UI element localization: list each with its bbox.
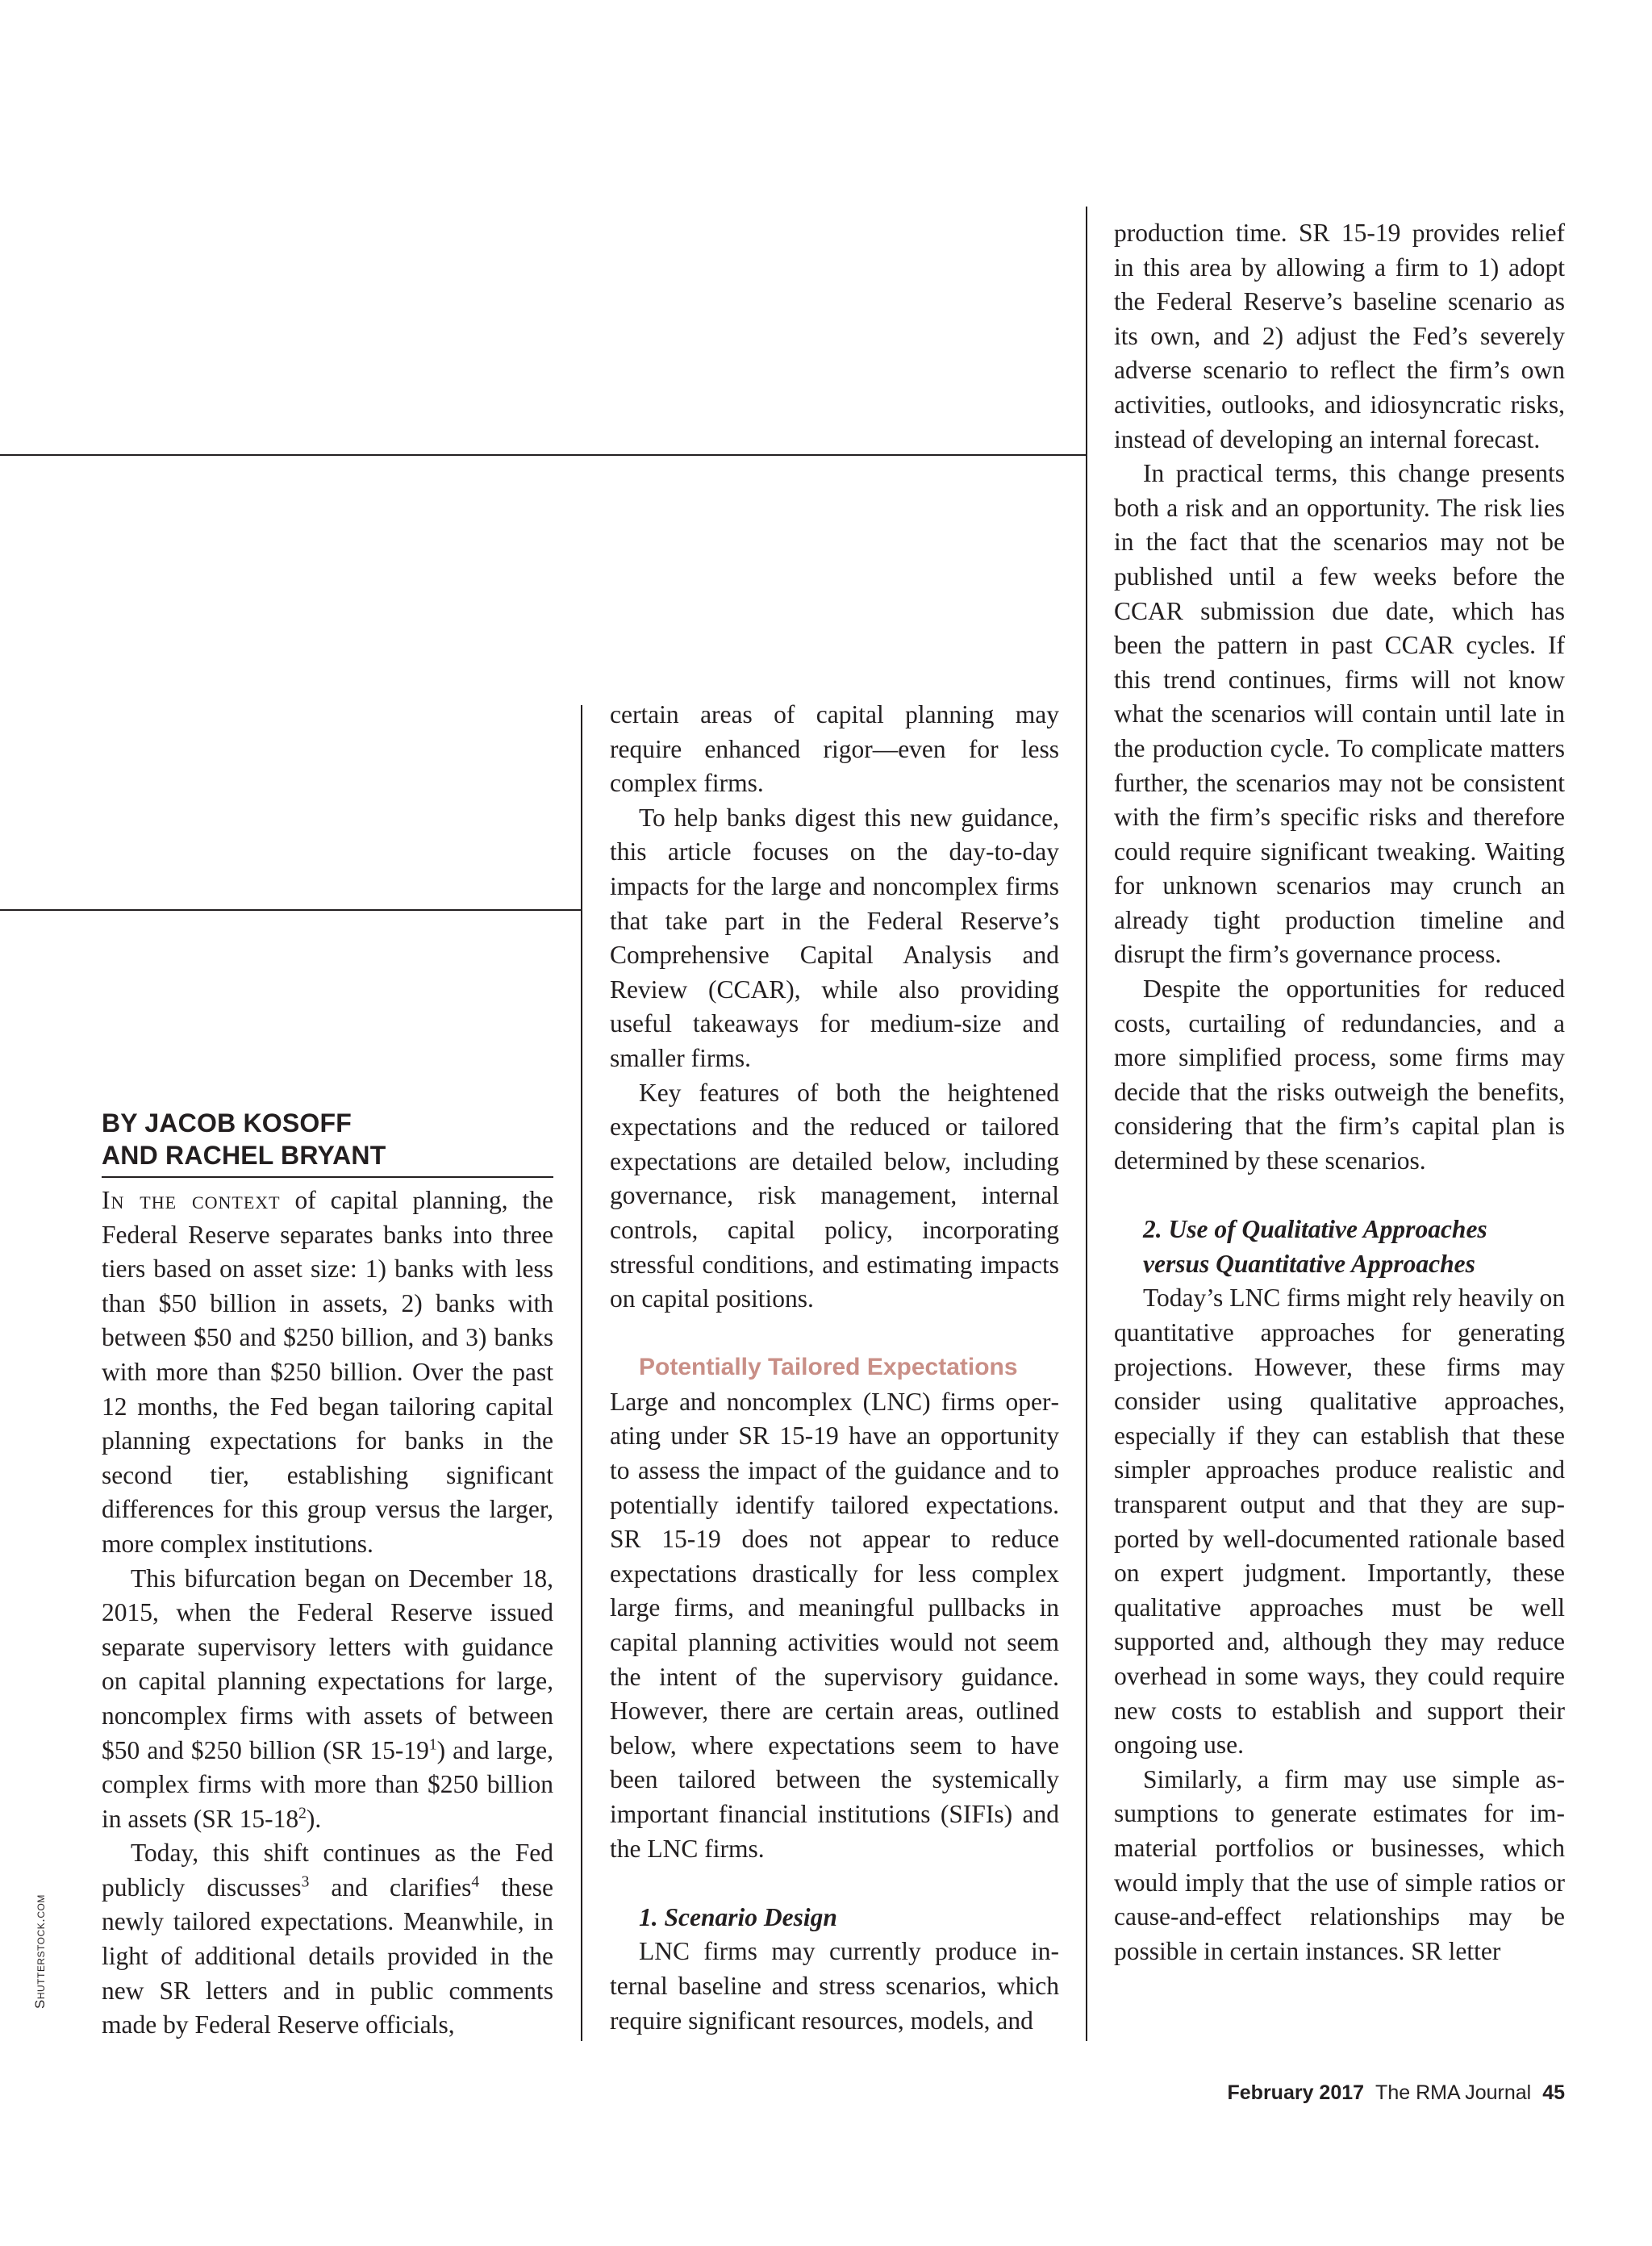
section-heading: 1. Scenario Design xyxy=(639,1902,837,1931)
paragraph: Similarly, a firm may use simple assumptions to generate estimates for immaterial portfolios or businesses, which would imply that the use of simple ratios or cause-and-effect relationships may be possible in certain instances. SR letter xyxy=(1114,1764,1565,1965)
section-subhead: Potentially Tailored Expectations xyxy=(639,1354,1018,1381)
paragraph: Large and noncomplex (LNC) firms operating under SR 15-19 have an opportunity to assess the impact of the guidance and to potentially identify tailored expectations. SR 15-19 does not appear to reduce expectations drastically for less complex large firms, and meaningful pullbacks in capital planning activities would not seem the intent of the supervisory guidance. However, there are certain areas, outlined below, where expectations seem to have been tailored between the systemically important financial institutions (SIFIs) and the LNC firms. xyxy=(610,1387,1059,1863)
paragraph: In practical terms, this change presents both a risk and an opportunity. The risk lies in the fact that the scenarios may not be published until a few weeks before the CCAR submission due date, which has been the pattern in past CCAR cycles. If this trend continues, firms will not know what the scenarios will contain until late in the production cycle. To complicate matters further, the scenarios may not be consistent with the firm’s specific risks and therefore could require significant tweaking. Waiting for unknown scenarios may crunch an already tight production timeline and disrupt the firm’s governance process. xyxy=(1114,459,1565,969)
paragraph: In the context of capital planning, the Federal Reserve separates banks into three tiers based on asset size: 1) banks with less than $50 billion in assets, 2) banks with between $50 and $250 billion, and 3) banks with more than $250 billion. Over the past 12 months, the Fed began tailoring capital planning expectations for banks in the second tier, establishing significant differences for this group versus the larger, more complex institutions. xyxy=(102,1186,554,1558)
paragraph: Despite the opportunities for reduced costs, curtailing of redundancies, and a more simplified process, some firms may decide that the risks outweigh the benefits, considering that the firm’s capital plan is determined by these scenarios. xyxy=(1114,975,1565,1175)
lead-in: In the context xyxy=(102,1186,281,1214)
footnote-ref: 1 xyxy=(428,1736,437,1753)
paragraph: certain areas of capital planning may require enhanced rigor—even for less complex firms. xyxy=(610,700,1059,798)
footnote-ref: 3 xyxy=(301,1873,310,1891)
column-2 xyxy=(610,698,1059,2038)
paragraph: Key features of both the heightened expectations and the reduced or tailored expectations are detailed below, including governance, risk management, internal controls, capital policy, incorporating stressful conditions, and estimating impacts on capital positions. xyxy=(610,1078,1059,1313)
paragraph: LNC firms may currently produce internal baseline and stress scenarios, which require significant resources, models, and xyxy=(610,1937,1059,2035)
paragraph: Today’s LNC firms might rely heavily on quantitative approaches for generating projections. However, these firms may consider using qualitative approaches, especially if they can establish that these simpler approaches produce realistic and transparent output and that they are supported by well-documented rationale based on expert judgment. Importantly, these qualitative approaches must be well supported and, although they may reduce overhead in some ways, they could require new costs to establish and support their ongoing use. xyxy=(1114,1284,1565,1760)
middle-horizontal-rule xyxy=(0,909,581,911)
column-3 xyxy=(1114,216,1565,1968)
section-heading-line1: 2. Use of Qualitative Approaches xyxy=(1143,1215,1487,1244)
column-1 xyxy=(102,1184,553,2043)
footnote-ref: 2 xyxy=(298,1805,307,1822)
footer-journal: The RMA Journal xyxy=(1375,2081,1532,2104)
section-heading-line2: versus Quantitative Approaches xyxy=(1143,1249,1475,1278)
paragraph: production time. SR 15-19 provides relief in this area by allowing a firm to 1) adopt the Federal Reserve’s baseline scenario as its own, and 2) adjust the Fed’s severely adverse scenario to reflect the firm’s own activities, outlooks, and idiosyncratic risks, instead of developing an internal forecast. xyxy=(1114,219,1565,453)
paragraph: To help banks digest this new guidance, this article focuses on the day-to-day impacts for the large and noncomplex firms that take part in the Federal Reserve’s Comprehensive Capital Analysis and Review (CCAR), while also providing useful takeaways for medium-size and smaller firms. xyxy=(610,803,1059,1072)
footnote-ref: 4 xyxy=(471,1873,480,1891)
page-number: 45 xyxy=(1542,2081,1565,2104)
page-footer xyxy=(1228,2081,1566,2105)
footer-date: February 2017 xyxy=(1227,2081,1365,2104)
photo-credit: Shutterstock.com xyxy=(32,1894,48,2009)
paragraph: This bifurcation began on December 18, 2015, when the Federal Reserve issued separate supervisory letters with guidance on capital planning expectations for large, noncomplex firms with assets of between $50 and $250 billion (SR $15-19^1$) and large, complex firms with more than $250 billion in assets (SR $15-18^2$). xyxy=(102,1563,553,1833)
column-divider-left xyxy=(581,705,582,2041)
byline-line2: AND RACHEL BRYANT xyxy=(102,1141,386,1170)
column-divider-right xyxy=(1086,207,1087,2041)
paragraph: Today, this shift continues as the Fed publicly discusses$^3$ and clarifies$^4$ these newly tailored expectations. Meanwhile, in light of additional details provided in the new SR letters and in public comments made by Federal Reserve officials, xyxy=(102,1839,553,2039)
byline xyxy=(102,1107,553,1178)
top-horizontal-rule xyxy=(0,454,1087,456)
byline-line1: BY JACOB KOSOFF xyxy=(102,1108,352,1138)
